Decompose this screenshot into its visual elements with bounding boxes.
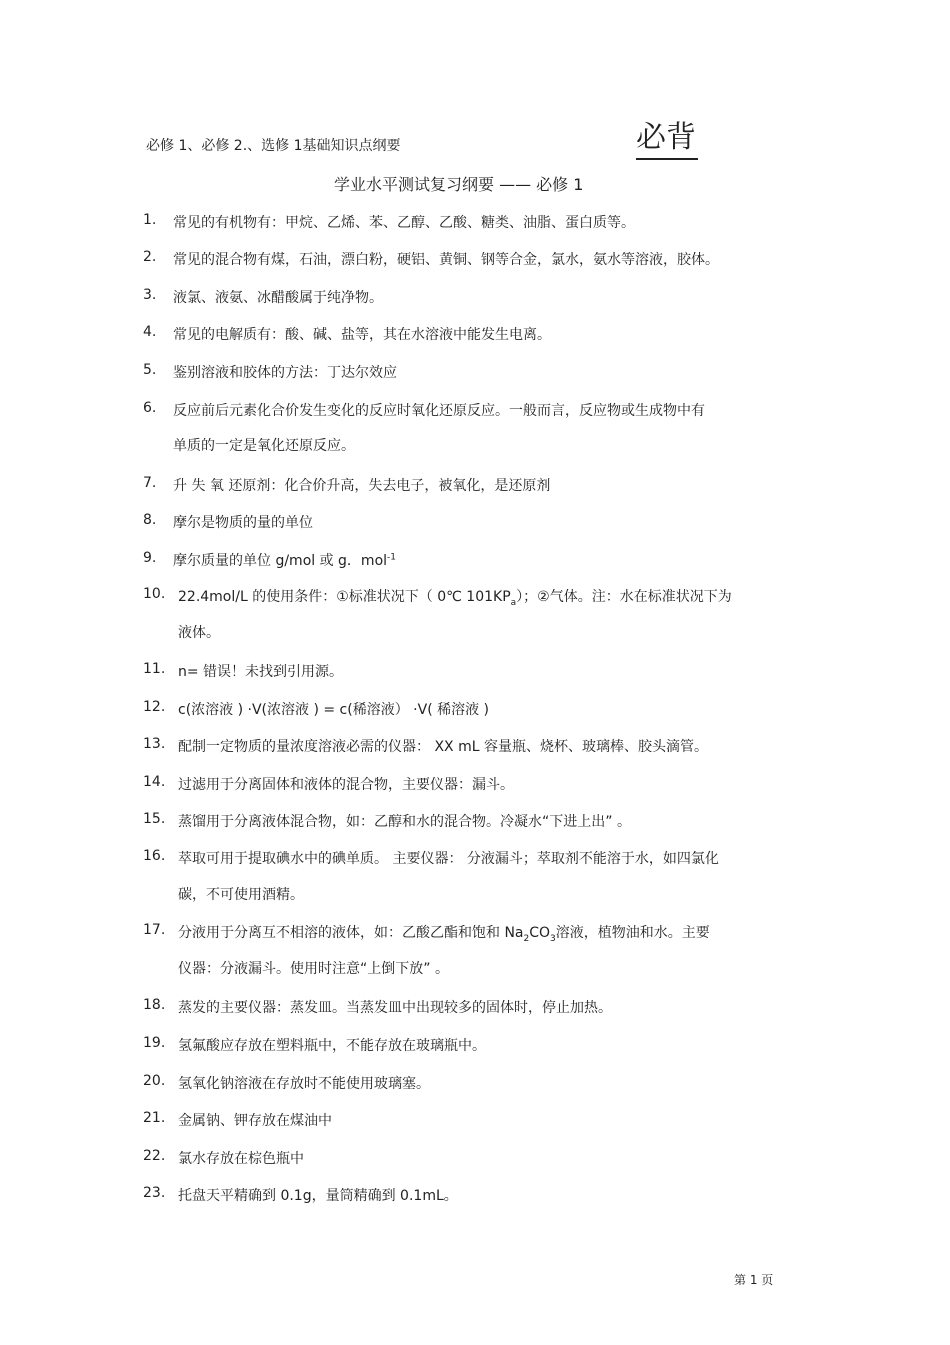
item-text: 氯水存放在棕色瓶中 xyxy=(178,1151,304,1167)
item-text: n= 错误！未找到引用源。 xyxy=(178,664,344,680)
item-number: 19. xyxy=(143,1035,166,1051)
item-text: 常见的混合物有煤，石油，漂白粉，硬铝、黄铜、钢等合金，氯水，氨水等溶液，胶体。 xyxy=(173,252,719,268)
item-text xyxy=(178,922,710,944)
item-number: 23. xyxy=(143,1185,166,1201)
page-number: 第 1 页 xyxy=(734,1273,774,1287)
item-text: 摩尔是物质的量的单位 xyxy=(173,515,313,531)
item-text-mid: CO xyxy=(529,925,551,941)
item-number: 12. xyxy=(143,699,166,715)
item-number: 1. xyxy=(143,212,157,228)
item-number: 4. xyxy=(143,324,157,340)
item-continuation: 液体。 xyxy=(178,625,220,641)
item-number: 11. xyxy=(143,661,166,677)
item-number: 3. xyxy=(143,287,157,303)
item-number: 10. xyxy=(143,586,166,602)
item-number: 2. xyxy=(143,249,157,265)
item-text: 蒸发的主要仪器：蒸发皿。当蒸发皿中出现较多的固体时，停止加热。 xyxy=(178,1000,612,1016)
item-text: 金属钠、钾存放在煤油中 xyxy=(178,1113,332,1129)
item-number: 18. xyxy=(143,997,166,1013)
item-text-after: ）；②气体。注：水在标准状况下为 xyxy=(516,589,732,605)
item-number: 5. xyxy=(143,362,157,378)
item-number: 8. xyxy=(143,512,157,528)
item-text: 氢氧化钠溶液在存放时不能使用玻璃塞。 xyxy=(178,1076,430,1092)
item-continuation: 仪器：分液漏斗。使用时注意“上倒下放” 。 xyxy=(178,961,449,977)
item-number: 7. xyxy=(143,475,157,491)
item-text-main: 摩尔质量的单位 g/mol 或 g．mol xyxy=(173,553,388,569)
item-number: 16. xyxy=(143,848,166,864)
item-text-main: 22.4mol/L 的使用条件：①标准状况下（ 0℃ 101KP xyxy=(178,589,511,605)
item-number: 14. xyxy=(143,774,166,790)
big-title: 必背 xyxy=(636,118,698,160)
item-number: 20. xyxy=(143,1073,166,1089)
item-number: 21. xyxy=(143,1110,166,1126)
superscript: -1 xyxy=(387,552,397,563)
item-text: 液氯、液氨、冰醋酸属于纯净物。 xyxy=(173,290,383,306)
item-text: c(浓溶液 ) ·V(浓溶液 ) = c(稀溶液） ·V( 稀溶液 ) xyxy=(178,702,490,718)
subscript: 3 xyxy=(550,933,556,944)
item-text-after: 溶液，植物油和水。主要 xyxy=(555,925,710,941)
document-header: 必修 1、必修 2.、选修 1基础知识点纲要 xyxy=(146,138,401,154)
item-number: 9. xyxy=(143,550,157,566)
subscript: a xyxy=(510,597,517,608)
item-text-main: 分液用于分离互不相溶的液体，如：乙酸乙酯和饱和 Na xyxy=(178,925,524,941)
item-text: 配制一定物质的量浓度溶液必需的仪器： XX mL 容量瓶、烧杯、玻璃棒、胶头滴管。 xyxy=(178,739,708,755)
section-title: 学业水平测试复习纲要 —— 必修 1 xyxy=(334,175,584,194)
item-text: 升 失 氧 还原剂：化合价升高，失去电子，被氧化，是还原剂 xyxy=(173,478,551,494)
item-text: 蒸馏用于分离液体混合物，如：乙醇和水的混合物。冷凝水“下进上出” 。 xyxy=(178,814,631,830)
item-text xyxy=(173,550,396,570)
item-number: 15. xyxy=(143,811,166,827)
item-number: 13. xyxy=(143,736,166,752)
item-text: 鉴别溶液和胶体的方法：丁达尔效应 xyxy=(173,365,397,381)
item-number: 6. xyxy=(143,400,157,416)
item-text: 氢氟酸应存放在塑料瓶中，不能存放在玻璃瓶中。 xyxy=(178,1038,486,1054)
item-text: 托盘天平精确到 0.1g，量筒精确到 0.1mL。 xyxy=(178,1188,458,1204)
item-text: 过滤用于分离固体和液体的混合物，主要仪器：漏斗。 xyxy=(178,777,514,793)
item-text: 常见的有机物有：甲烷、乙烯、苯、乙醇、乙酸、糖类、油脂、蛋白质等。 xyxy=(173,215,635,231)
subscript: 2 xyxy=(523,933,530,944)
item-number: 17. xyxy=(143,922,166,938)
item-continuation: 碳，不可使用酒精。 xyxy=(178,887,304,903)
item-continuation: 单质的一定是氧化还原反应。 xyxy=(173,438,355,454)
item-text: 萃取可用于提取碘水中的碘单质。 主要仪器： 分液漏斗；萃取剂不能溶于水，如四氯化 xyxy=(178,851,719,867)
item-number: 22. xyxy=(143,1148,166,1164)
item-text: 常见的电解质有：酸、碱、盐等，其在水溶液中能发生电离。 xyxy=(173,327,551,343)
item-text xyxy=(178,586,732,608)
item-text: 反应前后元素化合价发生变化的反应时氧化还原反应。一般而言，反应物或生成物中有 xyxy=(173,403,705,419)
